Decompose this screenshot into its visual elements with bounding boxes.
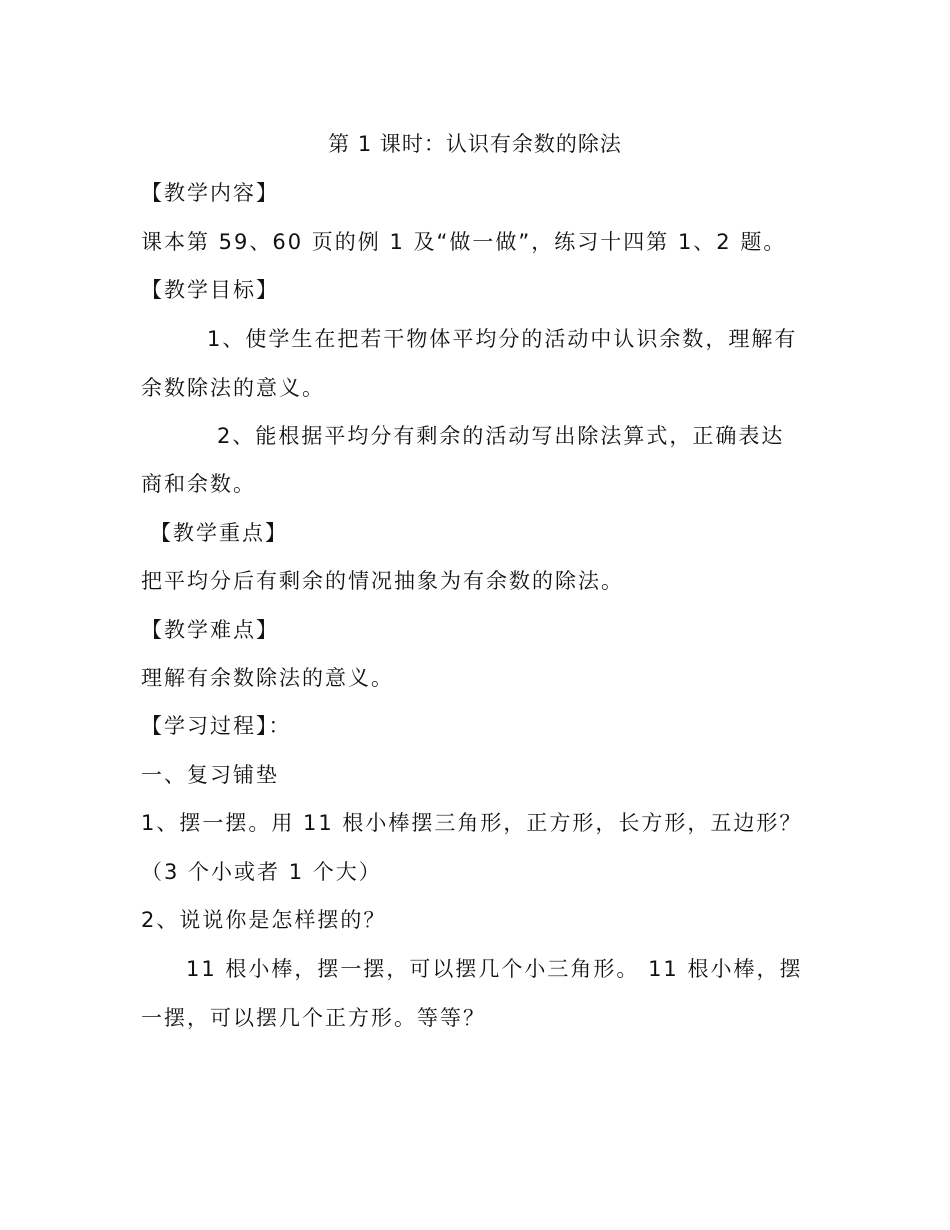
page-title: 第 1 课时：认识有余数的除法 <box>328 132 622 156</box>
goal-1-line-1: 1、使学生在把若干物体平均分的活动中认识余数，理解有 <box>207 327 798 351</box>
item-1-line-2: （3 个小或者 1 个大） <box>141 860 382 884</box>
paragraph-line-2: 一摆，可以摆几个正方形。等等？ <box>141 1006 486 1030</box>
item-1-line-1: 1、摆一摆。用 11 根小棒摆三角形，正方形，长方形，五边形？ <box>141 811 803 835</box>
content-heading: 【教学内容】 <box>141 181 279 205</box>
key-heading: 【教学重点】 <box>150 521 288 545</box>
goal-1-line-2: 余数除法的意义。 <box>141 376 325 400</box>
process-heading: 【学习过程】： <box>141 714 292 738</box>
paragraph-line-1: 11 根小棒，摆一摆，可以摆几个小三角形。 11 根小棒，摆 <box>186 957 803 981</box>
content-text: 课本第 59、60 页的例 1 及“做一做”，练习十四第 1、2 题。 <box>141 230 787 254</box>
key-text: 把平均分后有剩余的情况抽象为有余数的除法。 <box>141 569 624 593</box>
item-2: 2、说说你是怎样摆的？ <box>141 908 387 932</box>
goals-heading: 【教学目标】 <box>141 278 279 302</box>
difficult-text: 理解有余数除法的意义。 <box>141 666 394 690</box>
goal-2-line-1: 2、能根据平均分有剩余的活动写出除法算式，正确表达 <box>217 424 785 448</box>
goal-2-line-2: 商和余数。 <box>141 472 256 496</box>
part-1-heading: 一、复习铺垫 <box>141 763 279 787</box>
difficult-heading: 【教学难点】 <box>141 618 279 642</box>
